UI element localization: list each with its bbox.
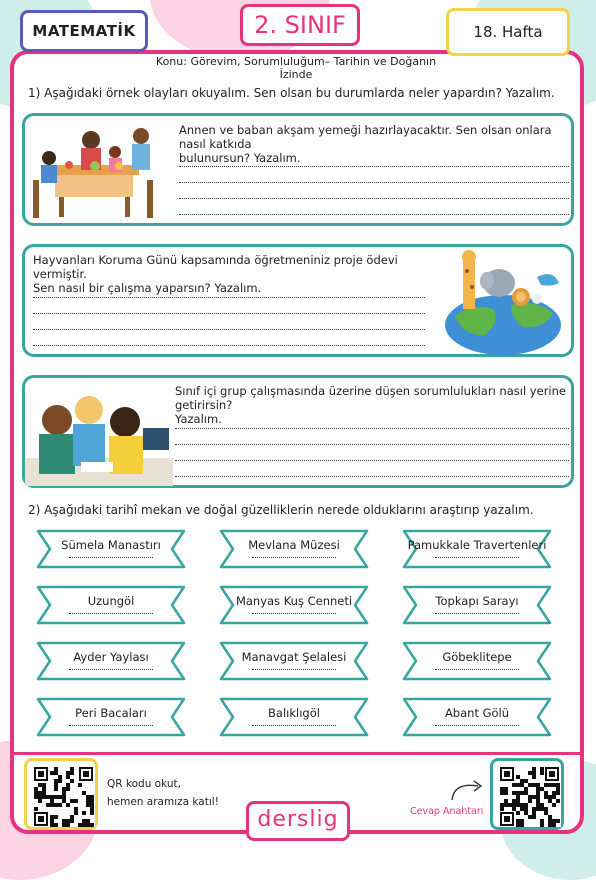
- family-dinner-illustration: [29, 120, 169, 220]
- qr-code-icon: [499, 767, 561, 827]
- answer-key-qr-box: [490, 758, 564, 830]
- question-2-prompt: 2) Aşağıdaki tarihî mekan ve doğal güzelliklerin nerede olduklarını araştırıp yazalım.: [28, 503, 534, 517]
- question-1-prompt: 1) Aşağıdaki örnek olayları okuyalım. Sen olsan bu durumlarda neler yapardın? Yazalım.: [28, 86, 555, 100]
- place-banner: [219, 585, 369, 625]
- place-name: Balıklıgöl: [268, 706, 320, 720]
- animals-globe-illustration: [441, 247, 571, 357]
- answer-line: [175, 428, 569, 429]
- scenario-text-dinner: [179, 123, 571, 165]
- scenario-text-line: bulunursun? Yazalım.: [179, 151, 301, 165]
- subject-tag: MATEMATİK: [20, 10, 148, 52]
- qr-caption-line: hemen aramıza katıl!: [107, 796, 219, 808]
- qr-caption-line: QR kodu okut,: [107, 778, 181, 790]
- answer-line: [69, 725, 153, 726]
- qr-code-icon: [33, 767, 95, 827]
- place-banner: [36, 585, 186, 625]
- answer-line: [435, 669, 519, 670]
- answer-line: [252, 557, 336, 558]
- footer-divider: [14, 752, 580, 755]
- answer-line: [179, 166, 569, 167]
- place-name: Manyas Kuş Cenneti: [235, 594, 353, 608]
- scenario-text-line: Annen ve baban akşam yemeği hazırlayacaktır. Sen olsan onlara nasıl katkıda: [179, 123, 552, 151]
- place-banner: [402, 697, 552, 737]
- place-name: Göbeklitepe: [442, 650, 512, 664]
- place-banner: [219, 697, 369, 737]
- topic-line: Konu: Görevim, Sorumluluğum– Tarihin ve Doğanın İzinde: [155, 55, 437, 81]
- answer-line: [435, 613, 519, 614]
- scenario-text-animals: [33, 253, 433, 295]
- answer-line: [252, 669, 336, 670]
- qr-code-box: [24, 758, 98, 830]
- scenario-text-line: Sen nasıl bir çalışma yaparsın? Yazalım.: [33, 281, 262, 295]
- scenario-card-animals: [22, 244, 574, 357]
- answer-line: [69, 613, 153, 614]
- answer-line: [33, 329, 425, 330]
- answer-line: [175, 444, 569, 445]
- week-tag: 18. Hafta: [446, 8, 570, 56]
- answer-line: [33, 297, 425, 298]
- place-banner: [36, 641, 186, 681]
- place-banner: [219, 641, 369, 681]
- answer-line: [69, 557, 153, 558]
- scenario-text-line: Sınıf içi grup çalışmasında üzerine düşen sorumlulukları nasıl yerine getirirsin?: [175, 384, 566, 412]
- place-name: Ayder Yaylası: [73, 650, 149, 664]
- brand-logo[interactable]: derslig: [246, 801, 350, 841]
- scenario-text-group-work: [175, 384, 571, 426]
- answer-line: [33, 345, 425, 346]
- place-name: Topkapı Sarayı: [435, 594, 519, 608]
- group-study-illustration: [25, 380, 173, 486]
- place-name: Pamukkale Travertenleri: [407, 538, 547, 552]
- place-banner: [402, 529, 552, 569]
- place-name: Uzungöl: [87, 594, 135, 608]
- answer-line: [435, 725, 519, 726]
- answer-line: [175, 460, 569, 461]
- place-name: Manavgat Şelalesi: [241, 650, 347, 664]
- answer-line: [179, 182, 569, 183]
- scenario-card-dinner: [22, 113, 574, 226]
- answer-line: [435, 557, 519, 558]
- scenario-text-line: Hayvanları Koruma Günü kapsamında öğretmeniniz proje ödevi vermiştir.: [33, 253, 398, 281]
- answer-line: [179, 214, 569, 215]
- qr-caption: [107, 775, 219, 811]
- answer-key-label: Cevap Anahtarı: [410, 806, 484, 817]
- place-banner: [402, 585, 552, 625]
- place-name: Peri Bacaları: [75, 706, 147, 720]
- place-name: Abant Gölü: [444, 706, 510, 720]
- answer-line: [175, 476, 569, 477]
- answer-line: [179, 198, 569, 199]
- scenario-text-line: Yazalım.: [175, 412, 222, 426]
- answer-line: [252, 725, 336, 726]
- place-banner: [219, 529, 369, 569]
- place-banner: [36, 697, 186, 737]
- arrow-icon: [448, 778, 492, 804]
- place-banner: [402, 641, 552, 681]
- scenario-card-group-work: [22, 375, 574, 488]
- place-banner: [36, 529, 186, 569]
- answer-line: [69, 669, 153, 670]
- place-name: Mevlana Müzesi: [248, 538, 340, 552]
- place-name: Sümela Manastırı: [61, 538, 161, 552]
- answer-line: [252, 613, 336, 614]
- answer-line: [33, 313, 425, 314]
- grade-tag: 2. SINIF: [240, 4, 360, 46]
